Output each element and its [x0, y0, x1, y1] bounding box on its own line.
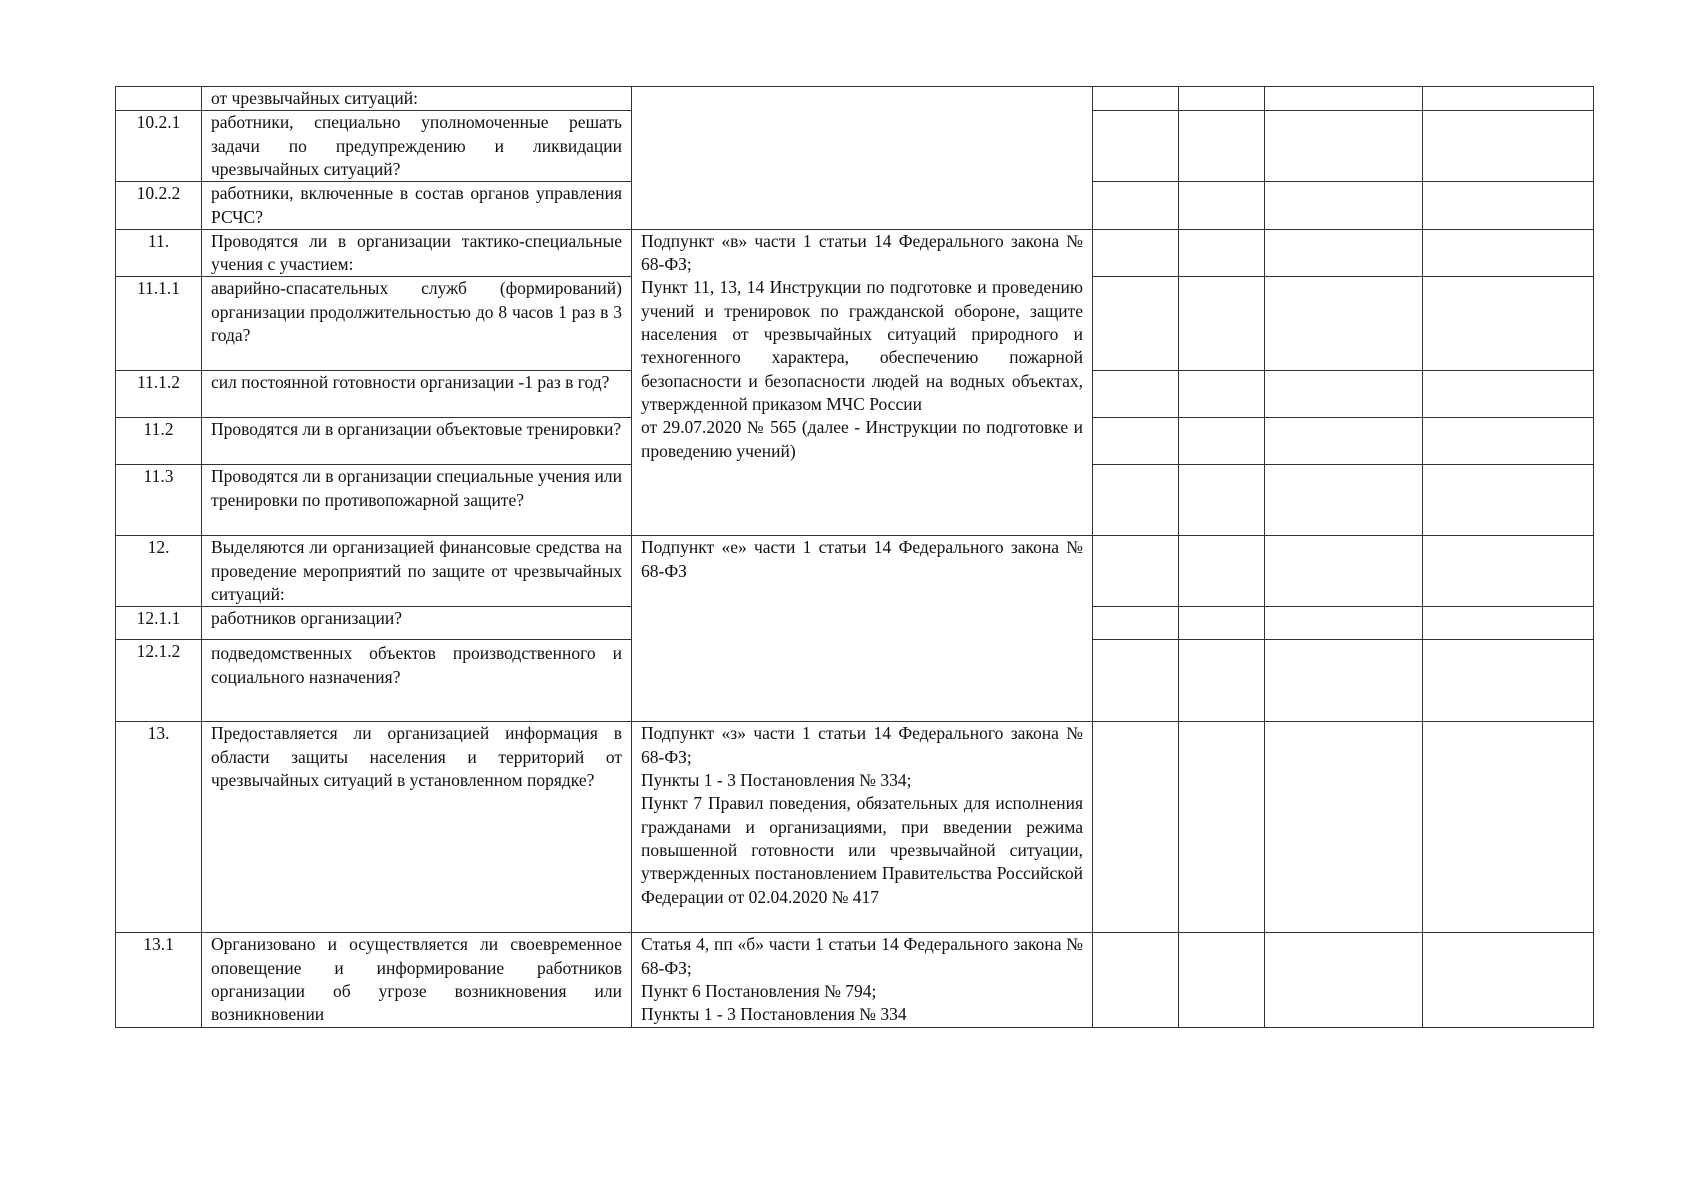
- reference-line: Подпункт «з» части 1 статьи 14 Федерального закона № 68-ФЗ;: [641, 723, 1083, 767]
- answer-no-cell[interactable]: [1179, 229, 1265, 277]
- answer-na-cell[interactable]: [1265, 640, 1423, 722]
- answer-no-cell[interactable]: [1179, 418, 1265, 465]
- row-number: 11.1.2: [116, 371, 202, 418]
- answer-no-cell[interactable]: [1179, 607, 1265, 640]
- question-text: Проводятся ли в организации объектовые тренировки?: [202, 418, 632, 465]
- question-text: Проводятся ли в организации тактико-специальные учения с участием:: [202, 229, 632, 277]
- answer-no-cell[interactable]: [1179, 640, 1265, 722]
- answer-no-cell[interactable]: [1179, 87, 1265, 111]
- answer-no-cell[interactable]: [1179, 277, 1265, 371]
- note-cell[interactable]: [1423, 371, 1594, 418]
- answer-no-cell[interactable]: [1179, 933, 1265, 1027]
- legal-reference: [632, 87, 1093, 230]
- reference-line: Пункт 6 Постановления № 794;: [641, 981, 877, 1002]
- note-cell[interactable]: [1423, 229, 1594, 277]
- answer-yes-cell[interactable]: [1093, 722, 1179, 933]
- table-row: [116, 87, 1594, 111]
- question-text: работники, включенные в состав органов управления РСЧС?: [202, 182, 632, 230]
- answer-yes-cell[interactable]: [1093, 371, 1179, 418]
- answer-no-cell[interactable]: [1179, 111, 1265, 182]
- answer-na-cell[interactable]: [1265, 465, 1423, 536]
- question-text: работников организации?: [202, 607, 632, 640]
- question-text: сил постоянной готовности организации -1 раз в год?: [202, 371, 632, 418]
- row-number: 12.: [116, 536, 202, 607]
- answer-yes-cell[interactable]: [1093, 465, 1179, 536]
- answer-na-cell[interactable]: [1265, 87, 1423, 111]
- answer-yes-cell[interactable]: [1093, 607, 1179, 640]
- row-number: 12.1.2: [116, 640, 202, 722]
- answer-na-cell[interactable]: [1265, 277, 1423, 371]
- legal-reference: [632, 722, 1093, 933]
- note-cell[interactable]: [1423, 722, 1594, 933]
- answer-yes-cell[interactable]: [1093, 229, 1179, 277]
- answer-no-cell[interactable]: [1179, 722, 1265, 933]
- answer-no-cell[interactable]: [1179, 536, 1265, 607]
- row-number: 12.1.1: [116, 607, 202, 640]
- question-text: Организовано и осуществляется ли своевременное оповещение и информирование работников организации об угрозе возникновения или возникновении: [202, 933, 632, 1027]
- question-text: работники, специально уполномоченные решать задачи по предупреждению и ликвидации чрезвычайных ситуаций?: [202, 111, 632, 182]
- answer-na-cell[interactable]: [1265, 182, 1423, 230]
- note-cell[interactable]: [1423, 933, 1594, 1027]
- question-text: Выделяются ли организацией финансовые средства на проведение мероприятий по защите от чрезвычайных ситуаций:: [202, 536, 632, 607]
- row-number: 11.: [116, 229, 202, 277]
- reference-line: от 29.07.2020 № 565 (далее - Инструкции по подготовке и проведению учений): [641, 417, 1083, 461]
- question-text: от чрезвычайных ситуаций:: [202, 87, 632, 111]
- legal-reference: [632, 229, 1093, 536]
- answer-no-cell[interactable]: [1179, 371, 1265, 418]
- answer-no-cell[interactable]: [1179, 182, 1265, 230]
- reference-line: Пункт 7 Правил поведения, обязательных для исполнения гражданами и организациями, при введении режима повышенной готовности или чрезвычайной ситуации, утвержденных постановлением Правительства Российской Федерации от 02.04.2020 № 417: [641, 793, 1083, 907]
- answer-yes-cell[interactable]: [1093, 418, 1179, 465]
- reference-line: Статья 4, пп «б» части 1 статьи 14 Федерального закона № 68-ФЗ;: [641, 934, 1083, 978]
- answer-na-cell[interactable]: [1265, 371, 1423, 418]
- reference-line: Пункт 11, 13, 14 Инструкции по подготовке и проведению учений и тренировок по гражданской обороне, защите населения от чрезвычайных ситуаций природного и техногенного характера, обеспечению пожарной безопасности и безопасности людей на водных объектах, утвержденной приказом МЧС России: [641, 277, 1083, 414]
- note-cell[interactable]: [1423, 465, 1594, 536]
- row-number: 10.2.2: [116, 182, 202, 230]
- answer-na-cell[interactable]: [1265, 722, 1423, 933]
- legal-reference: [632, 933, 1093, 1027]
- note-cell[interactable]: [1423, 111, 1594, 182]
- answer-yes-cell[interactable]: [1093, 277, 1179, 371]
- row-number: 11.3: [116, 465, 202, 536]
- answer-na-cell[interactable]: [1265, 607, 1423, 640]
- legal-reference: Подпункт «е» части 1 статьи 14 Федерального закона № 68-ФЗ: [632, 536, 1093, 722]
- answer-yes-cell[interactable]: [1093, 933, 1179, 1027]
- answer-yes-cell[interactable]: [1093, 182, 1179, 230]
- note-cell[interactable]: [1423, 87, 1594, 111]
- note-cell[interactable]: [1423, 182, 1594, 230]
- answer-na-cell[interactable]: [1265, 111, 1423, 182]
- answer-yes-cell[interactable]: [1093, 640, 1179, 722]
- table-row: [116, 229, 1594, 277]
- answer-yes-cell[interactable]: [1093, 87, 1179, 111]
- answer-na-cell[interactable]: [1265, 418, 1423, 465]
- answer-yes-cell[interactable]: [1093, 536, 1179, 607]
- question-text: аварийно-спасательных служб (формирований) организации продолжительностью до 8 часов 1 раз в 3 года?: [202, 277, 632, 371]
- answer-na-cell[interactable]: [1265, 229, 1423, 277]
- note-cell[interactable]: [1423, 607, 1594, 640]
- question-text: Проводятся ли в организации специальные учения или тренировки по противопожарной защите?: [202, 465, 632, 536]
- row-number: 13.: [116, 722, 202, 933]
- note-cell[interactable]: [1423, 536, 1594, 607]
- reference-line: Подпункт «в» части 1 статьи 14 Федерального закона № 68-ФЗ;: [641, 230, 1083, 275]
- table-row: [116, 536, 1594, 607]
- row-number: 10.2.1: [116, 111, 202, 182]
- checklist-table: [115, 86, 1594, 1028]
- table-row: [116, 933, 1594, 1027]
- reference-line: Пункты 1 - 3 Постановления № 334;: [641, 770, 912, 791]
- row-number: 11.2: [116, 418, 202, 465]
- row-number: 11.1.1: [116, 277, 202, 371]
- note-cell[interactable]: [1423, 418, 1594, 465]
- note-cell[interactable]: [1423, 277, 1594, 371]
- row-number: 13.1: [116, 933, 202, 1027]
- answer-yes-cell[interactable]: [1093, 111, 1179, 182]
- reference-line: Пункты 1 - 3 Постановления № 334: [641, 1004, 907, 1025]
- question-text: подведомственных объектов производственного и социального назначения?: [202, 640, 632, 722]
- answer-no-cell[interactable]: [1179, 465, 1265, 536]
- question-text: Предоставляется ли организацией информация в области защиты населения и территорий от чрезвычайных ситуаций в установленном порядке?: [202, 722, 632, 933]
- row-number: [116, 87, 202, 111]
- answer-na-cell[interactable]: [1265, 536, 1423, 607]
- note-cell[interactable]: [1423, 640, 1594, 722]
- table-row: [116, 722, 1594, 933]
- answer-na-cell[interactable]: [1265, 933, 1423, 1027]
